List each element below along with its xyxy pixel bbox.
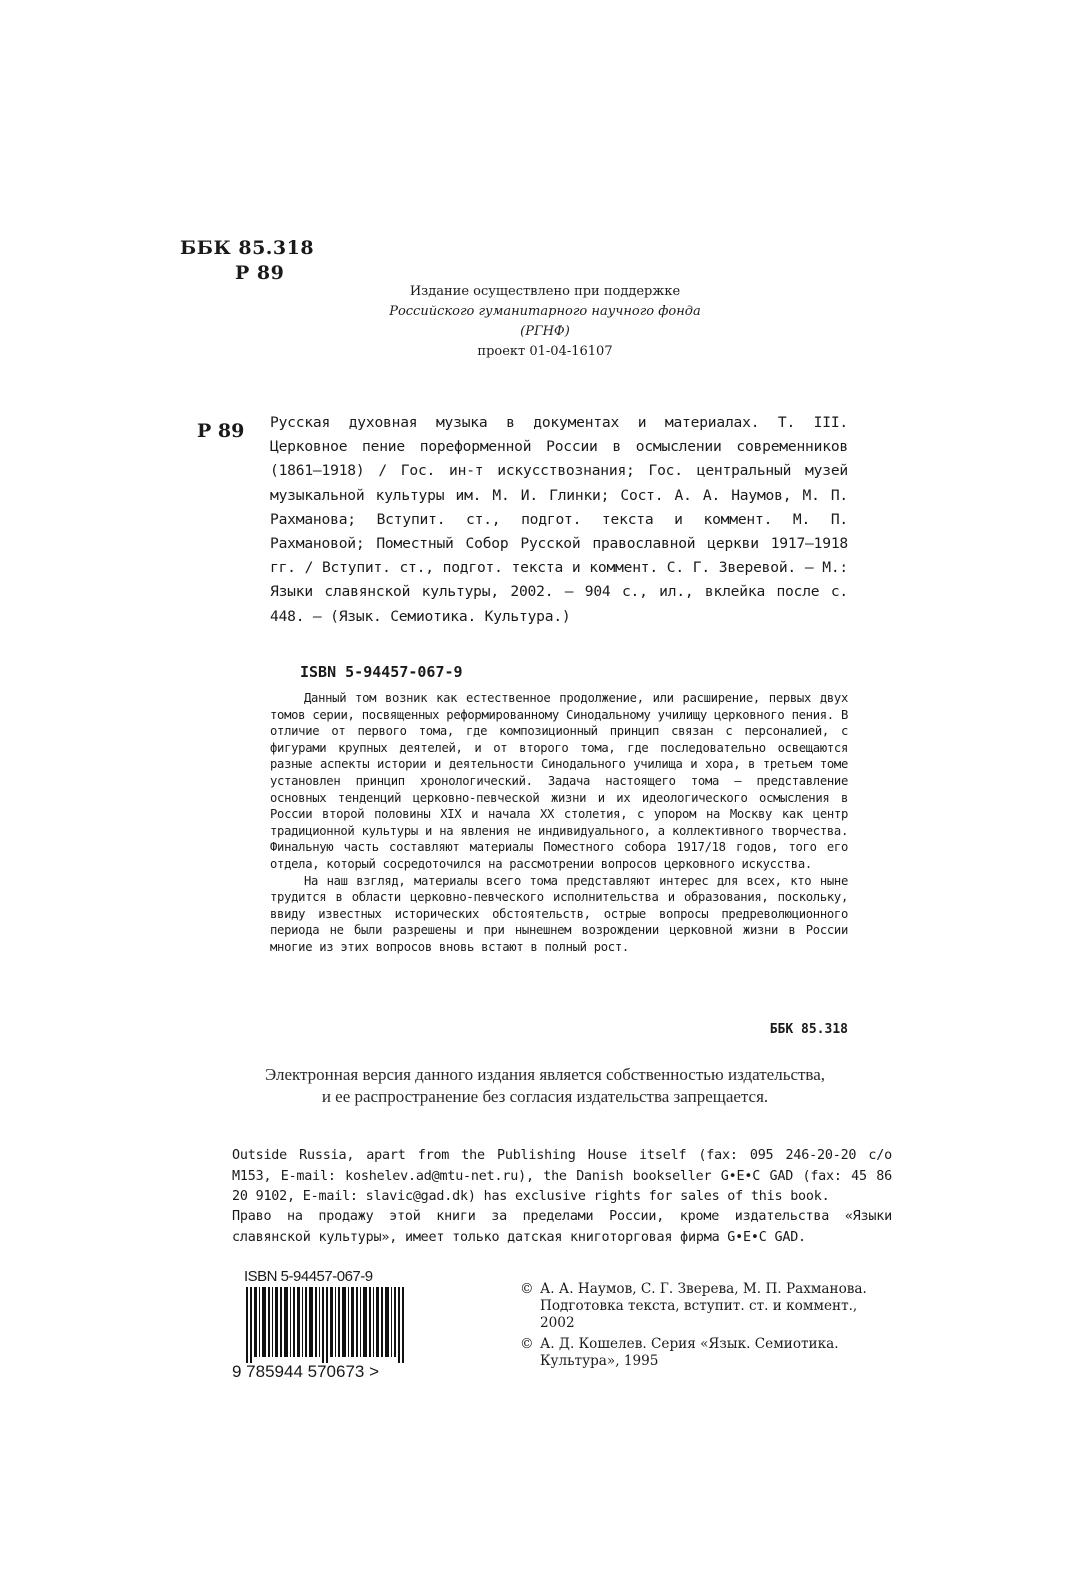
copyright-text-authors: А. А. Наумов, С. Г. Зверева, М. П. Рахманова. Подготовка текста, вступит. ст. и коммент., 2002	[540, 1281, 867, 1331]
copyright-icon: ©	[520, 1281, 534, 1297]
author-sign-line: Р 89	[235, 261, 285, 284]
bbk-code-line: ББК 85.318	[180, 237, 315, 259]
funding-line-1: Издание осуществлено при поддержке	[409, 284, 681, 299]
annotation-paragraph-1: Данный том возник как естественное продолжение, или расширение, первых двух томов серии, посвященных реформированному Синодальному училищу церковного пения. В отличие от первого тома, где композиционный принцип связан с персоналией, с фигурами крупных деятелей, и от второго тома, где последовательно освещаются разные аспекты истории и деятельности Синодального училища и хора, в третьем томе установлен принцип хронологический. Задача настоящего тома — представление основных тенденций церковно-певческой жизни и их идеологического осмысления в России второй половины XIX и начала XX столетия, с упором на Москву как центр традиционной культуры и на явления не индивидуального, а коллективного творчества. Финальную часть составляют материалы Поместного собора 1917/18 годов, того его отдела, который сосредоточился на рассмотрении вопросов церковного искусства.	[270, 691, 848, 871]
barcode-isbn: ISBN 5-94457-067-9	[244, 1268, 373, 1285]
copyright-item-series	[520, 1336, 892, 1370]
copyright-text-series: А. Д. Кошелев. Серия «Язык. Семиотика. Культура», 1995	[540, 1336, 839, 1369]
annotation	[270, 690, 848, 956]
electronic-line-1: Электронная версия данного издания является собственностью издательства,	[264, 1065, 826, 1084]
isbn: ISBN 5-94457-067-9	[300, 663, 463, 681]
bibliographic-text: Русская духовная музыка в документах и материалах. Т. III. Церковное пение пореформенной России в осмыслении современников (1861—1918) / Гос. ин-т искусствознания; Гос. центральный музей музыкальной культуры им. М. И. Глинки; Сост. А. А. Наумов, М. П. Рахманова; Вступит. ст., подгот. текста и коммент. М. П. Рахмановой; Поместный Собор Русской православной церкви 1917—1918 гг. / Вступит. ст., подгот. текста и коммент. С. Г. Зверевой. – М.: Языки славянской культуры, 2002. – 904 с., ил., вклейка после с. 448. – (Язык. Семиотика. Культура.)	[270, 414, 848, 625]
electronic-line-2: и ее распространение без согласия издательства запрещается.	[321, 1087, 769, 1106]
sales-rights-russian: Право на продажу этой книги за пределами России, кроме издательства «Языки славянской культуры», имеет только датская книготорговая фирма G•E•C GAD.	[232, 1209, 892, 1245]
copyright-item-authors	[520, 1281, 892, 1332]
annotation-paragraph-2: На наш взгляд, материалы всего тома представляют интерес для всех, кто ныне трудится в области церковно-певческого исполнительства и образования, поскольку, ввиду известных исторических обстоятельств, острые вопросы предреволюционного периода не были разрешены и при нынешнем возрождении церковной жизни в России многие из этих вопросов вновь встают в полный рост.	[270, 873, 848, 954]
funding-project: проект 01-04-16107	[477, 344, 613, 360]
copyright-block	[520, 1281, 892, 1374]
funding-foundation: Российского гуманитарного научного фонда	[389, 304, 701, 320]
bbk-classification	[180, 236, 314, 285]
electronic-version-note	[200, 1064, 890, 1108]
copyright-icon: ©	[520, 1336, 534, 1352]
author-mark: Р 89	[197, 420, 245, 442]
funding-abbreviation: (РГНФ)	[520, 324, 570, 340]
barcode	[232, 1268, 422, 1388]
funding-note	[330, 282, 760, 363]
barcode-digits: 9 785944 570673 >	[232, 1362, 380, 1381]
sales-rights-english: Outside Russia, apart from the Publishing House itself (fax: 095 246-20-20 c/o M153, E-mail: koshelev.ad@mtu-net.ru), the Danish bookseller G•E•C GAD (fax: 45 86 20 9102, E-mail: slavic@gad.dk) has exclusive rights for sales of this book.	[232, 1148, 892, 1204]
bbk-code-annotation: ББК 85.318	[769, 1022, 848, 1037]
barcode-bars-icon	[246, 1287, 404, 1363]
bibliographic-description	[270, 411, 848, 629]
